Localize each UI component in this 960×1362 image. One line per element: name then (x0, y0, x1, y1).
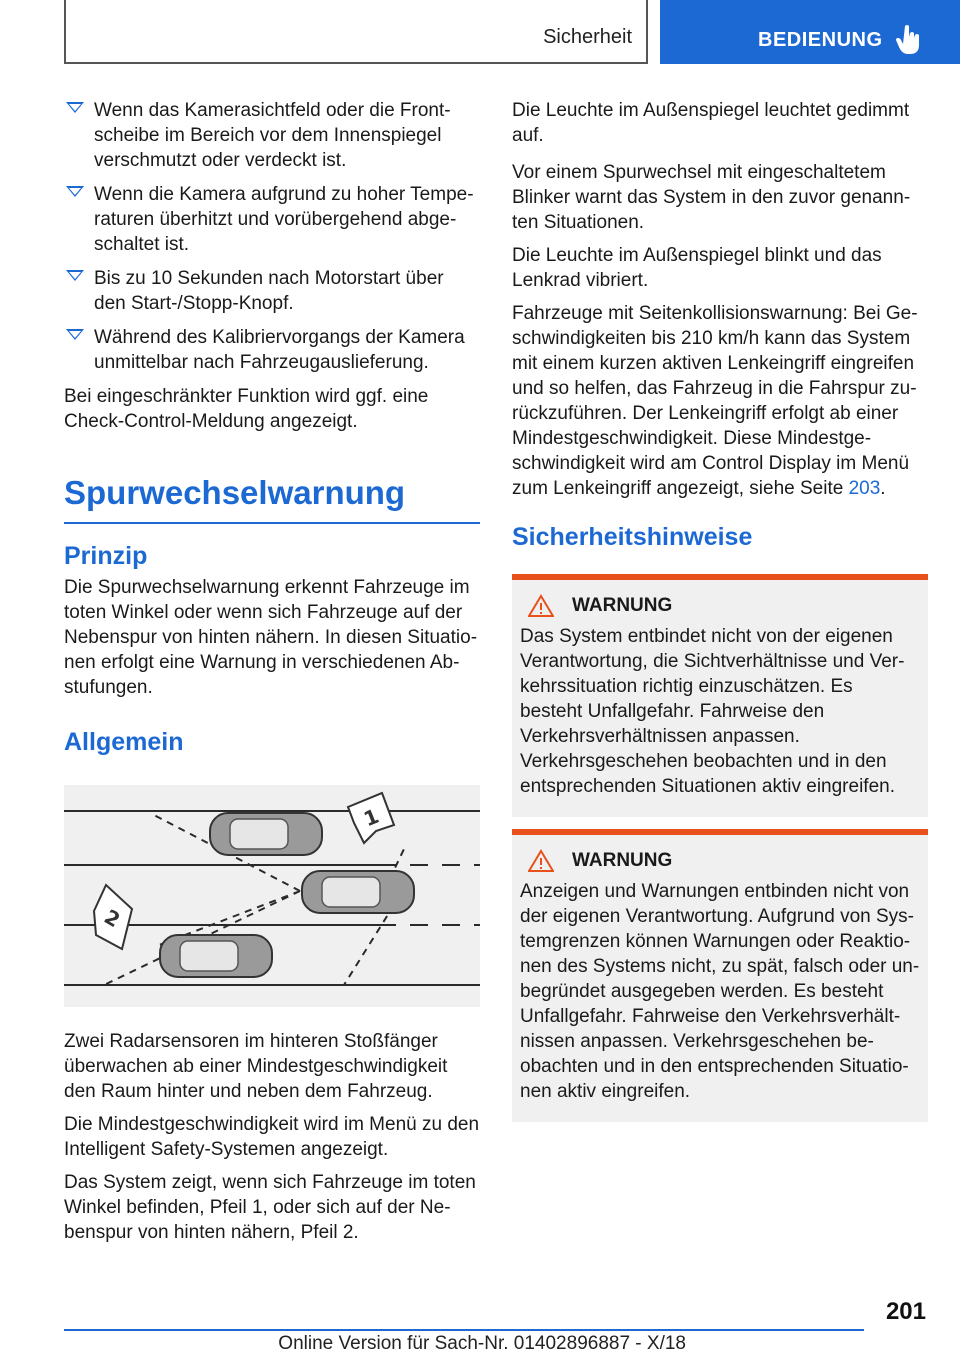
warning-text: Das System entbindet nicht von der eigenen Verantwortung, die Sichtverhältnisse und Verkehrssituation richtig einzuschätzen. Es besteht Unfallgefahr. Fahrweise den Verkehrsverhältnissen anpassen. Verkehrsgeschehen beobachten und in den entsprechenden Situationen aktiv eingreifen. (520, 626, 905, 797)
arrow-marker-2 (94, 885, 132, 949)
collision-text: Fahrzeuge mit Seitenkollisionswarnung: Bei Geschwindigkeiten bis 210 km/h kann das System mit einem kurzen aktiven Lenkeingriff eingreifen und so helfen, das Fahrzeug in die Fahrspur zurückzuführen. Der Lenkeingriff erfolgt ab einer Mindestgeschwindigkeit. Diese Mindestgeschwindigkeit wird am Control Display im Menü zum Lenkeingriff angezeigt, siehe Seite (512, 303, 918, 499)
section-title: Sicherheit (543, 26, 632, 48)
online-version-text: Online Version für Sach-Nr. 01402896887 - X/18 (278, 1333, 686, 1354)
left-column (64, 98, 480, 1253)
collision-text-end: . (880, 478, 886, 499)
car-icon (210, 813, 322, 855)
warning-box (512, 829, 928, 1122)
list-item (64, 182, 480, 257)
list-item-text: Wenn das Kamerasichtfeld oder die Frontscheibe im Bereich vor dem Innenspiegel verschmutzt oder verdeckt ist. (94, 100, 451, 171)
warning-title: WARNUNG (572, 850, 673, 871)
blinks-paragraph: Die Leuchte im Außenspiegel blinkt und das Lenkrad vibriert. (512, 245, 882, 291)
warning-triangle-icon (528, 594, 554, 618)
car-icon (160, 935, 272, 977)
lane-diagram (64, 785, 480, 1007)
dimmed-paragraph: Die Leuchte im Außenspiegel leuchtet gedimmt auf. (512, 100, 910, 146)
triangle-bullet-icon (66, 270, 84, 281)
warning-triangle-icon (528, 849, 554, 873)
car-icon (302, 871, 414, 913)
limited-function-paragraph: Bei eingeschränkter Funktion wird ggf. eine Check-Control-Meldung angezeigt. (64, 386, 429, 432)
display-paragraph: Das System zeigt, wenn sich Fahrzeuge im toten Winkel befinden, Pfeil 1, oder sich auf der Nebenspur von hinten nähern, Pfeil 2. (64, 1172, 476, 1243)
safety-heading: Sicherheitshinweise (512, 523, 753, 551)
marker-label-2: 2 (100, 904, 125, 933)
principle-heading: Prinzip (64, 542, 148, 570)
warning-title: WARNUNG (572, 595, 673, 616)
before-change-paragraph: Vor einem Spurwechsel mit eingeschaltetem Blinker warnt das System in den zuvor genannten Situationen. (512, 162, 911, 233)
triangle-bullet-icon (66, 102, 84, 113)
warning-text: Anzeigen und Warnungen entbinden nicht von der eigenen Verantwortung. Aufgrund von Systemgrenzen können Warnungen oder Reaktionen des Systems nicht, zu spät, falsch oder unbegründet ausgegeben werden. Es besteht Unfallgefahr. Fahrweise den Verkehrsverhältnissen anpassen. Verkehrsgeschehen beobachten und in den entsprechenden Situationen aktiv eingreifen. (520, 881, 920, 1102)
principle-paragraph: Die Spurwechselwarnung erkennt Fahrzeuge im toten Winkel oder wenn sich Fahrzeuge auf der Nebenspur von hinten nähern. In diesen Situationen erfolgt eine Warnung in verschiedenen Abstufungen. (64, 577, 478, 698)
triangle-bullet-icon (66, 186, 84, 197)
footer-divider (64, 1329, 864, 1331)
warning-box (512, 574, 928, 817)
page-link[interactable]: 203 (848, 478, 881, 499)
page-number: 201 (885, 1298, 926, 1325)
list-item-text: Bis zu 10 Sekunden nach Motorstart über den Start-/Stopp-Knopf. (94, 268, 444, 314)
list-item (64, 325, 480, 375)
list-item-text: Wenn die Kamera aufgrund zu hoher Temperaturen überhitzt und vorübergehend abgeschaltet ist. (94, 184, 474, 255)
page-header (0, 0, 960, 66)
detection-zone-line (344, 849, 404, 985)
arrow-marker-1 (348, 793, 394, 843)
right-column (512, 98, 928, 1134)
condition-list (64, 98, 480, 375)
warning-title-row (520, 849, 920, 873)
hand-pointer-icon (896, 24, 922, 56)
list-item (64, 98, 480, 173)
lane-change-illustration (64, 785, 480, 1007)
chapter-tab[interactable] (660, 0, 960, 64)
marker-label-1: 1 (360, 803, 383, 832)
menu-paragraph: Die Mindestgeschwindigkeit wird im Menü zu den Intelligent Safety-Systemen angezeigt. (64, 1114, 480, 1160)
sensors-paragraph: Zwei Radarsensoren im hinteren Stoßfänger überwachen ab einer Mindestgeschwindigkeit den Raum hinter und neben dem Fahrzeug. (64, 1031, 448, 1102)
section-header-box (64, 0, 648, 64)
triangle-bullet-icon (66, 329, 84, 340)
list-item (64, 266, 480, 316)
general-heading: Allgemein (64, 728, 184, 756)
warning-title-row (520, 594, 920, 618)
main-heading: Spurwechselwarnung (64, 474, 480, 524)
collision-paragraph (512, 301, 928, 501)
chapter-tab-label: BEDIENUNG (758, 29, 883, 51)
list-item-text: Während des Kalibriervorgangs der Kamera unmittelbar nach Fahrzeugauslieferung. (94, 327, 465, 373)
